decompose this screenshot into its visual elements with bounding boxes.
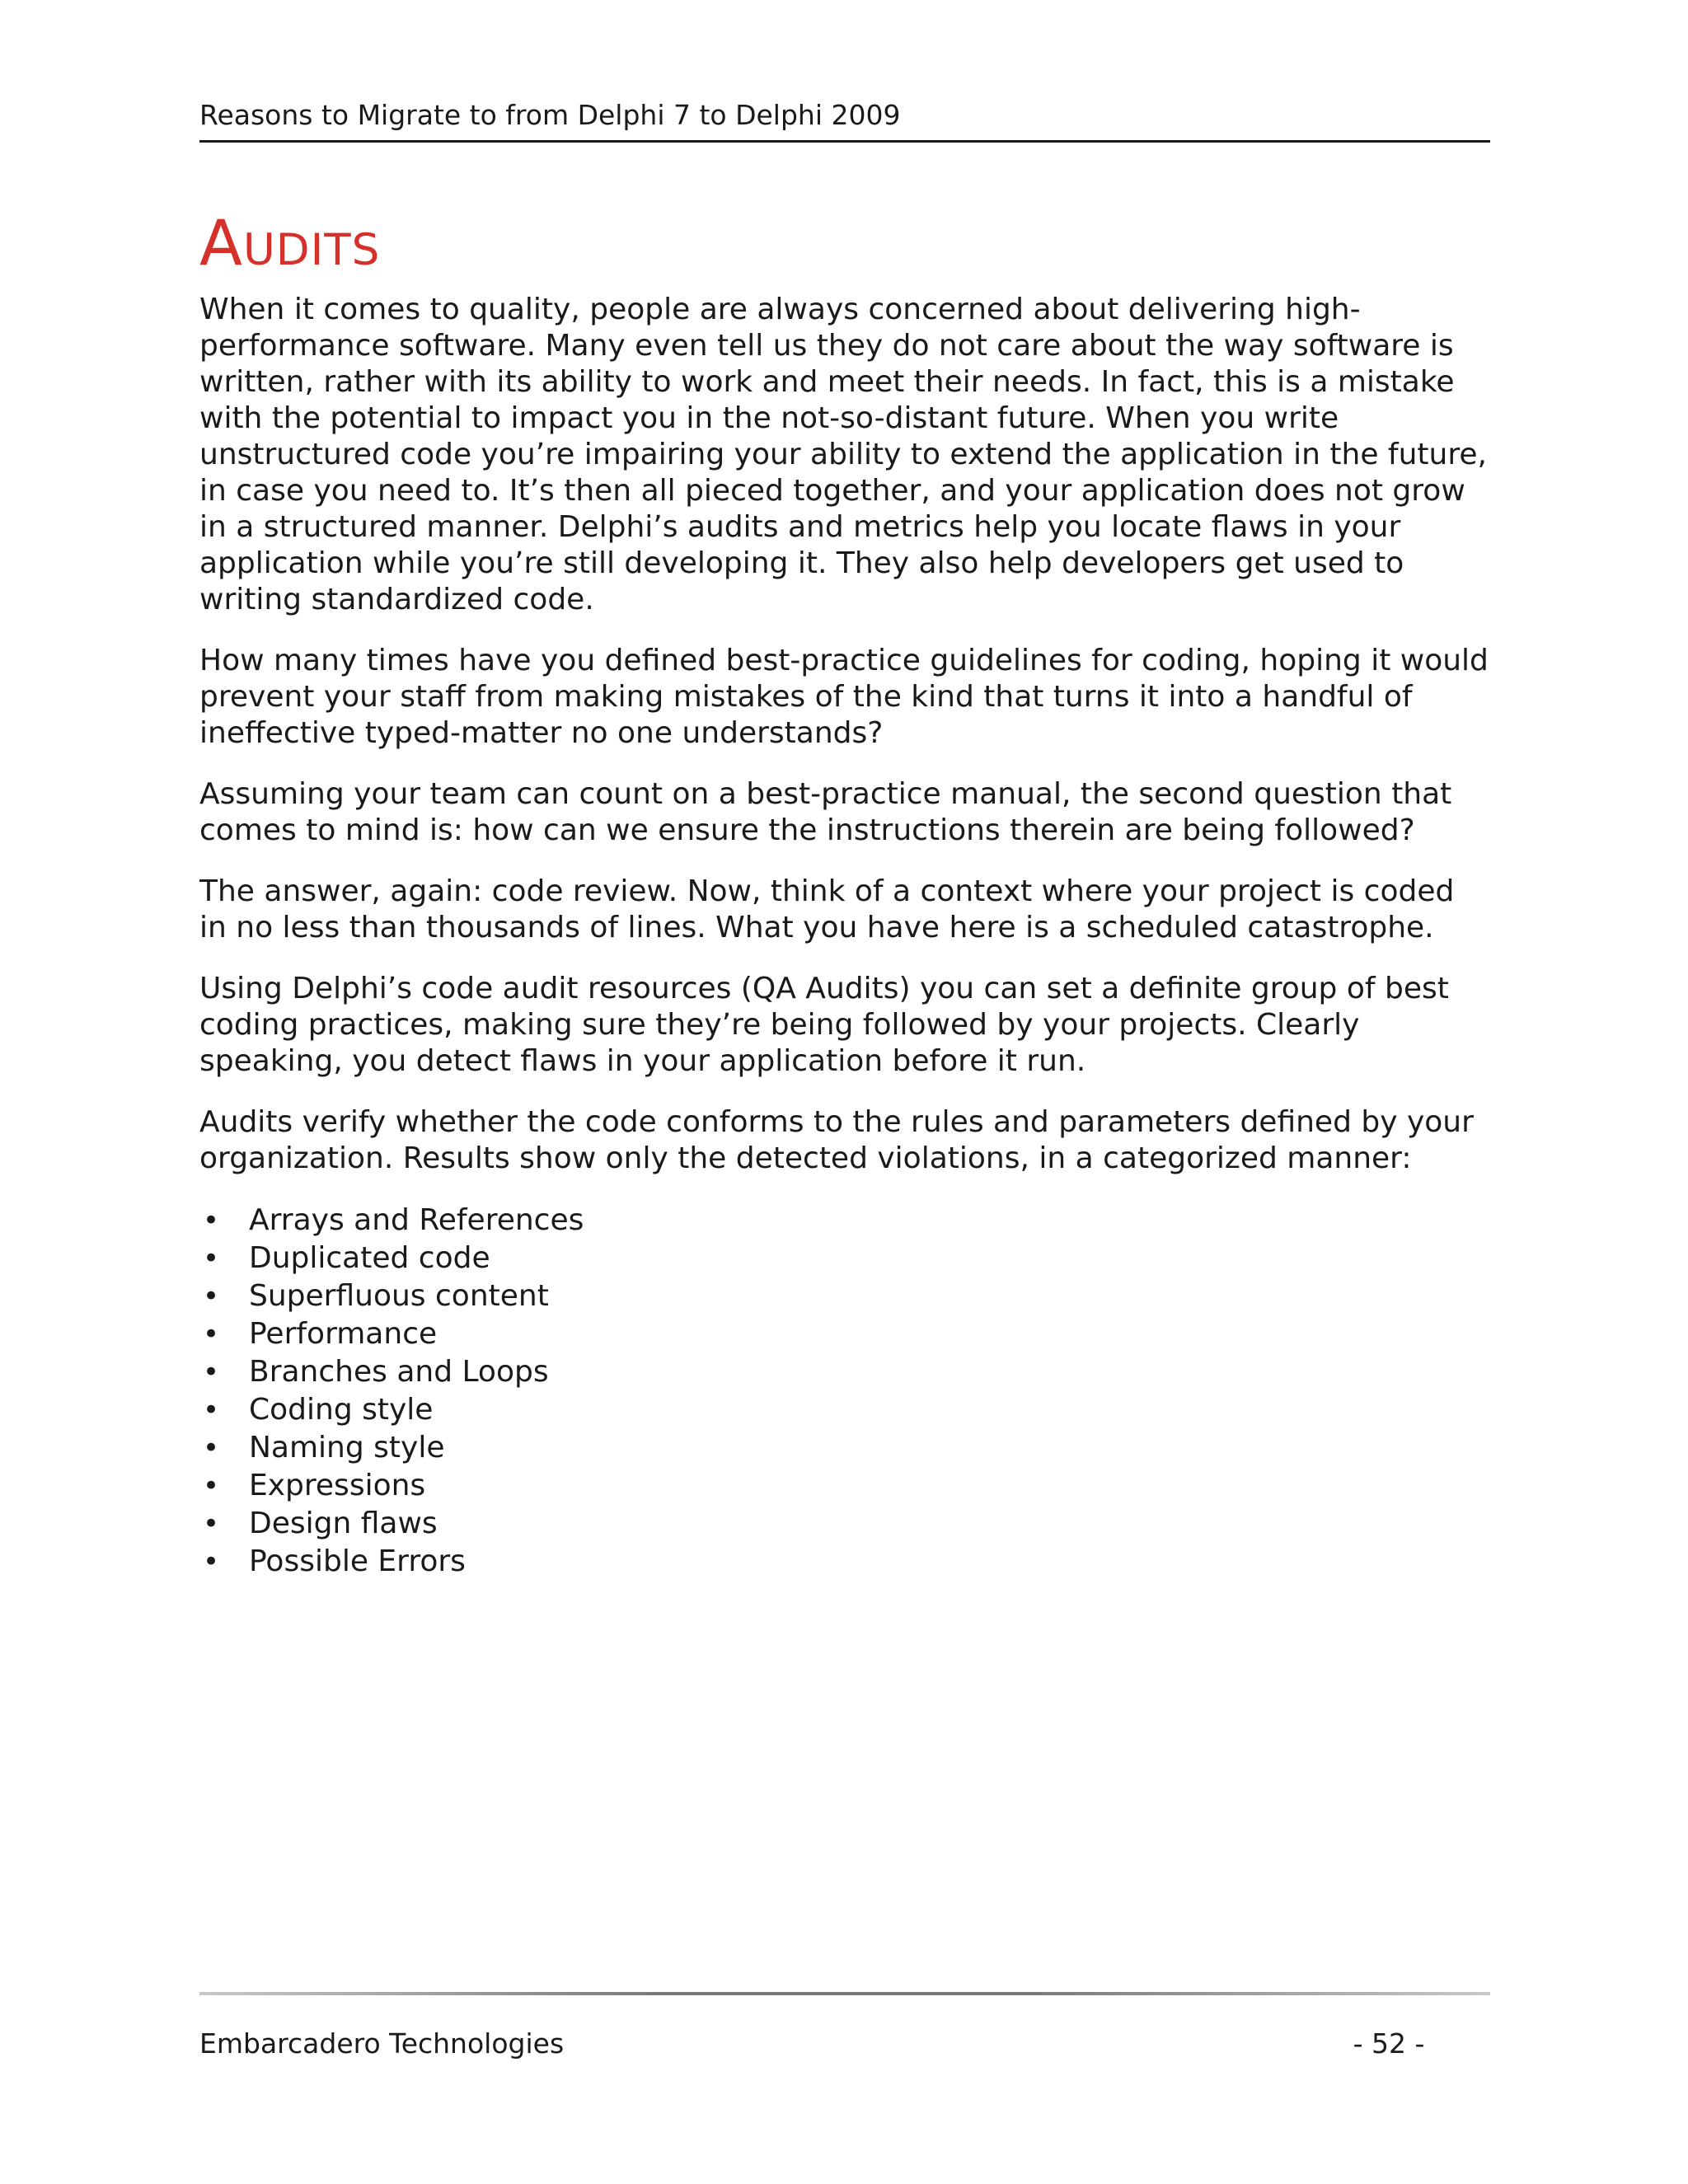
list-item xyxy=(199,1429,1490,1467)
list-item xyxy=(199,1277,1490,1315)
paragraph: Using Delphi’s code audit resources (QA Audits) you can set a definite group of best coding practices, making sure they’re being followed by your projects. Clearly speaking, you detect flaws in your application before it run. xyxy=(199,972,1449,1078)
list-item-label: Naming style xyxy=(249,1431,445,1465)
page-number: - 52 - xyxy=(1353,2027,1425,2060)
bullet-icon: • xyxy=(203,1394,220,1427)
header-rule xyxy=(199,140,1490,143)
paragraph: When it comes to quality, people are always concerned about delivering high-performance software. Many even tell us they do not care about the way software is written, rather with its ability to work and meet their needs. In fact, this is a mistake with the potential to impact you in the not-so-distant future. When you write unstructured code you’re impairing your ability to extend the application in the future, in case you need to. It’s then all pieced together, and your application does not grow in a structured manner. Delphi’s audits and metrics help you locate flaws in your application while you’re still developing it. They also help developers get used to writing standardized code. xyxy=(199,293,1487,616)
list-item-label: Coding style xyxy=(249,1393,434,1427)
bullet-icon: • xyxy=(203,1280,220,1313)
list-item xyxy=(199,1202,1490,1240)
bullet-icon: • xyxy=(203,1204,220,1237)
bullet-icon: • xyxy=(203,1432,220,1465)
list-item xyxy=(199,1240,1490,1277)
bullet-icon: • xyxy=(203,1318,220,1351)
running-header: Reasons to Migrate to from Delphi 7 to Delphi 2009 xyxy=(199,99,901,131)
list-item xyxy=(199,1467,1490,1505)
paragraph: How many times have you defined best-practice guidelines for coding, hoping it would prevent your staff from making mistakes of the kind that turns it into a handful of ineffective typed-matter no one understands? xyxy=(199,644,1489,750)
section-body xyxy=(199,292,1490,1581)
list-item xyxy=(199,1315,1490,1353)
paragraph: The answer, again: code review. Now, think of a context where your project is coded in no less than thousands of lines. What you have here is a scheduled catastrophe. xyxy=(199,874,1455,944)
list-item-label: Design flaws xyxy=(249,1507,438,1540)
bullet-icon: • xyxy=(203,1507,220,1540)
list-item-label: Possible Errors xyxy=(249,1544,466,1578)
list-item xyxy=(199,1543,1490,1581)
list-item-label: Duplicated code xyxy=(249,1241,490,1275)
section-heading: Audits xyxy=(199,206,381,279)
paragraph: Assuming your team can count on a best-practice manual, the second question that comes to mind is: how can we ensure the instructions therein are being followed? xyxy=(199,777,1452,847)
list-item xyxy=(199,1353,1490,1391)
footer-company: Embarcadero Technologies xyxy=(199,2027,565,2060)
list-item xyxy=(199,1391,1490,1429)
list-item-label: Branches and Loops xyxy=(249,1355,549,1389)
list-item xyxy=(199,1505,1490,1543)
list-item-label: Arrays and References xyxy=(249,1203,584,1237)
bullet-icon: • xyxy=(203,1356,220,1389)
bullet-icon: • xyxy=(203,1242,220,1275)
list-item-label: Expressions xyxy=(249,1469,426,1502)
list-item-label: Superfluous content xyxy=(249,1279,549,1313)
list-item-label: Performance xyxy=(249,1317,438,1351)
paragraph: Audits verify whether the code conforms to the rules and parameters defined by your organization. Results show only the detected violations, in a categorized manner: xyxy=(199,1105,1474,1175)
bullet-icon: • xyxy=(203,1545,220,1578)
violation-category-list xyxy=(199,1202,1490,1581)
bullet-icon: • xyxy=(203,1469,220,1502)
footer-rule xyxy=(199,1992,1490,1995)
